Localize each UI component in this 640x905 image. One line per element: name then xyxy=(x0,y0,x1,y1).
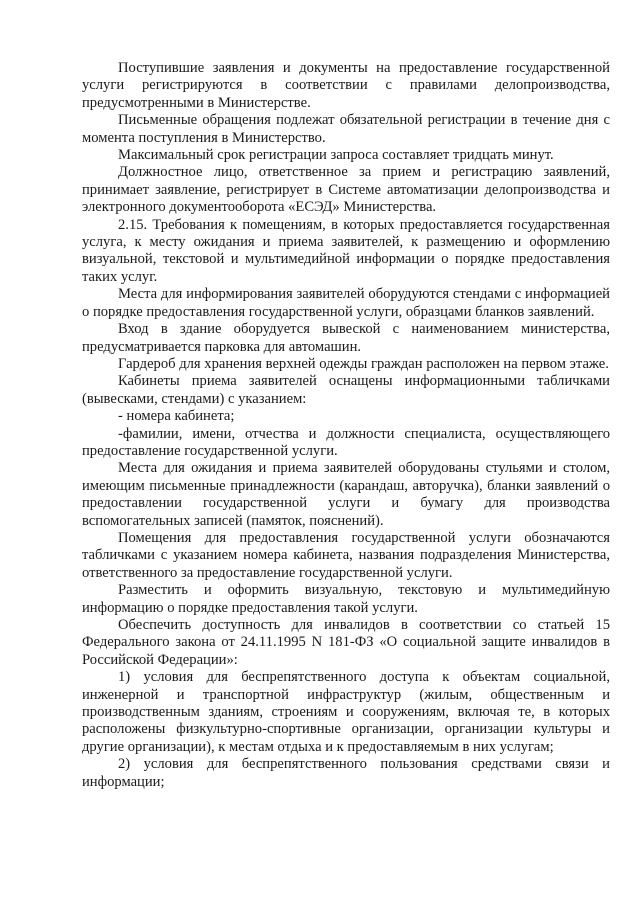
paragraph-multimedia-info: Разместить и оформить визуальную, текстовую и мультимедийную информацию о порядке предоставления такой услуги. xyxy=(82,582,610,616)
paragraph-cloakroom: Гардероб для хранения верхней одежды граждан расположен на первом этаже. xyxy=(118,355,609,372)
paragraph-waiting-places: Места для ожидания и приема заявителей оборудованы стульями и столом, имеющим письменные принадлежности (карандаш, авторучка), бланки заявлений о предоставлении государственной услуги и бумагу для производства вспомогательных записей (памяток, пояснений). xyxy=(82,460,610,529)
paragraph-accessibility: Обеспечить доступность для инвалидов в соответствии со статьей 15 Федерального закона от 24.11.1995 N 181-ФЗ «О социальной защите инвалидов в Российской Федерации»: xyxy=(82,617,610,668)
paragraph-registration: Поступившие заявления и документы на предоставление государственной услуги регистрируются в соответствии с правилами делопроизводства, предусмотренными в Министерстве. xyxy=(82,60,610,111)
paragraph-max-registration-time: Максимальный срок регистрации запроса составляет тридцать минут. xyxy=(118,147,554,164)
paragraph-premises-signs: Помещения для предоставления государственной услуги обозначаются табличками с указанием номера кабинета, названия подразделения Министерства, ответственного за предоставление государственной услуги. xyxy=(82,529,610,581)
list-item-room-number: - номера кабинета; xyxy=(118,408,235,425)
paragraph-reception-rooms: Кабинеты приема заявителей оснащены информационными табличками (вывесками, стендами) с указанием: xyxy=(82,373,610,407)
list-item-specialist-name: -фамилии, имени, отчества и должности специалиста, осуществляющего предоставление государственной услуги. xyxy=(82,425,610,459)
paragraph-official-responsible: Должностное лицо, ответственное за прием и регистрацию заявлений, принимает заявление, регистрирует в Системе автоматизации делопроизводства и электронного документооборота «ЕСЭД» Министерства. xyxy=(82,164,610,216)
document-body xyxy=(82,60,610,791)
list-item-accessibility-2: 2) условия для беспрепятственного пользования средствами связи и информации; xyxy=(82,756,610,790)
paragraph-section-2-15: 2.15. Требования к помещениям, в которых предоставляется государственная услуга, к месту ожидания и приема заявителей, к размещению и оформлению визуальной, текстовой и мультимедийной информации о порядке предоставления таких услуг. xyxy=(82,216,610,285)
paragraph-information-stands: Места для информирования заявителей оборудуются стендами с информацией о порядке предоставления государственной услуги, образцами бланков заявлений. xyxy=(82,286,610,320)
paragraph-written-requests: Письменные обращения подлежат обязательной регистрации в течение дня с момента поступления в Министерство. xyxy=(82,112,610,146)
list-item-accessibility-1: 1) условия для беспрепятственного доступа к объектам социальной, инженерной и транспортной инфраструктур (жилым, общественным и производственным зданиям, строениям и сооружениям, включая те, в которых расположены физкультурно-спортивные организации, организации культуры и другие организации), к местам отдыха и к предоставляемым в них услугам; xyxy=(82,669,610,755)
paragraph-building-entrance: Вход в здание оборудуется вывеской с наименованием министерства, предусматривается парковка для автомашин. xyxy=(82,321,610,355)
